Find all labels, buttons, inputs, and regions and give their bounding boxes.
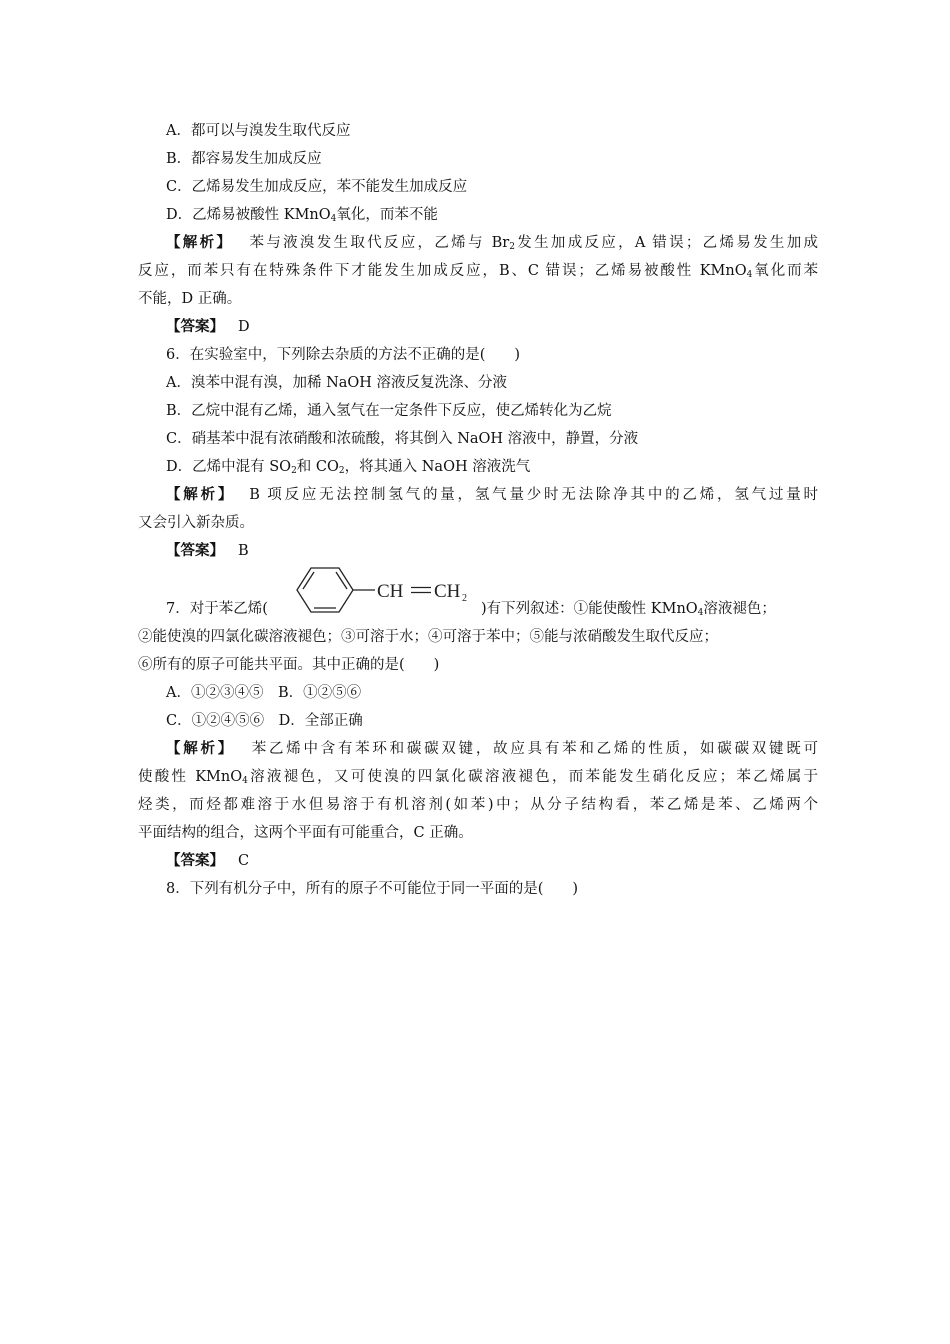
- q5-option-a: A．都可以与溴发生取代反应: [166, 123, 351, 139]
- q7-analysis-line-2: 使酸性 KMnO$_4$溶液褪色，又可使溴的四氯化碳溶液褪色，而苯能发生硝化反应；苯乙烯属于: [138, 769, 818, 786]
- q5-option-b: B．都容易发生加成反应: [166, 151, 322, 167]
- answer-tag: 【答案】: [166, 852, 224, 869]
- analysis-tag: 【解析】: [166, 740, 235, 757]
- q6-option-a: A．溴苯中混有溴，加稀 NaOH 溶液反复洗涤、分液: [166, 375, 508, 391]
- q6-option-d: D．乙烯中混有 $SO_2$和 $CO_2$，将其通入 NaOH 溶液洗气: [166, 459, 531, 476]
- q7-answer: 【答案】 C: [166, 852, 250, 869]
- q7-stem-line-2: ②能使溴的四氯化碳溶液褪色；③可溶于水；④可溶于苯中；⑤能与浓硝酸发生取代反应；: [138, 629, 718, 645]
- q7-analysis-line-1: 【解析】 苯乙烯中含有苯环和碳碳双键，故应具有苯和乙烯的性质，如碳碳双键既可: [166, 740, 819, 757]
- q5-option-d: D．乙烯易被酸性 KMnO$_4$氧化，而苯不能: [166, 207, 438, 224]
- q6-option-b: B．乙烷中混有乙烯，通入氢气在一定条件下反应，使乙烯转化为乙烷: [166, 403, 612, 419]
- q5-option-c: C．乙烯易发生加成反应，苯不能发生加成反应: [166, 179, 468, 195]
- q5-answer: 【答案】 D: [166, 318, 250, 335]
- styrene-structure: [287, 565, 483, 615]
- ch2-subscript: 2: [462, 593, 467, 604]
- q6-stem: 6．在实验室中，下列除去杂质的方法不正确的是( ): [166, 347, 521, 363]
- q7-options-cd: C．①②④⑤⑥ D．全部正确: [166, 713, 363, 729]
- ch2-group: CH: [434, 581, 461, 602]
- analysis-tag: 【解析】: [166, 486, 236, 503]
- analysis-tag: 【解析】: [166, 234, 234, 251]
- q6-answer: 【答案】 B: [166, 542, 249, 559]
- q6-analysis-line-1: 【解析】 B 项反应无法控制氢气的量，氢气量少时无法除净其中的乙烯，氢气过量时: [166, 486, 819, 503]
- ch-group: CH: [377, 581, 404, 602]
- q8-stem: 8．下列有机分子中，所有的原子不可能位于同一平面的是( ): [166, 881, 579, 897]
- q7-stem-start: 7．对于苯乙烯(: [166, 601, 268, 617]
- q5-analysis-line-1: 【解析】 苯与液溴发生取代反应，乙烯与 $Br_2$发生加成反应，A 错误；乙烯易发生加成: [166, 234, 818, 252]
- q6-option-c: C．硝基苯中混有浓硝酸和浓硫酸，将其倒入 NaOH 溶液中，静置，分液: [166, 431, 639, 447]
- q7-analysis-line-4: 平面结构的组合，这两个平面有可能重合，C 正确。: [138, 825, 473, 841]
- q5-analysis-line-2: 反应，而苯只有在特殊条件下才能发生加成反应，B、C 错误；乙烯易被酸性 KMnO$_4$氧化而苯: [138, 263, 819, 280]
- q5-analysis-line-3: 不能，D 正确。: [138, 291, 242, 307]
- answer-tag: 【答案】: [166, 318, 224, 335]
- answer-tag: 【答案】: [166, 542, 224, 559]
- benzene-ring-icon: [297, 568, 353, 612]
- q7-analysis-line-3: 烃类，而烃都难溶于水但易溶于有机溶剂(如苯)中；从分子结构看，苯乙烯是苯、乙烯两个: [138, 797, 818, 813]
- q7-options-ab: A．①②③④⑤ B．①②⑤⑥: [166, 685, 362, 701]
- q7-stem-end: )有下列叙述：①能使酸性 KMnO$_4$溶液褪色；: [481, 601, 776, 618]
- q7-stem-line-3: ⑥所有的原子可能共平面。其中正确的是( ): [138, 657, 440, 673]
- q6-analysis-line-2: 又会引入新杂质。: [138, 515, 254, 531]
